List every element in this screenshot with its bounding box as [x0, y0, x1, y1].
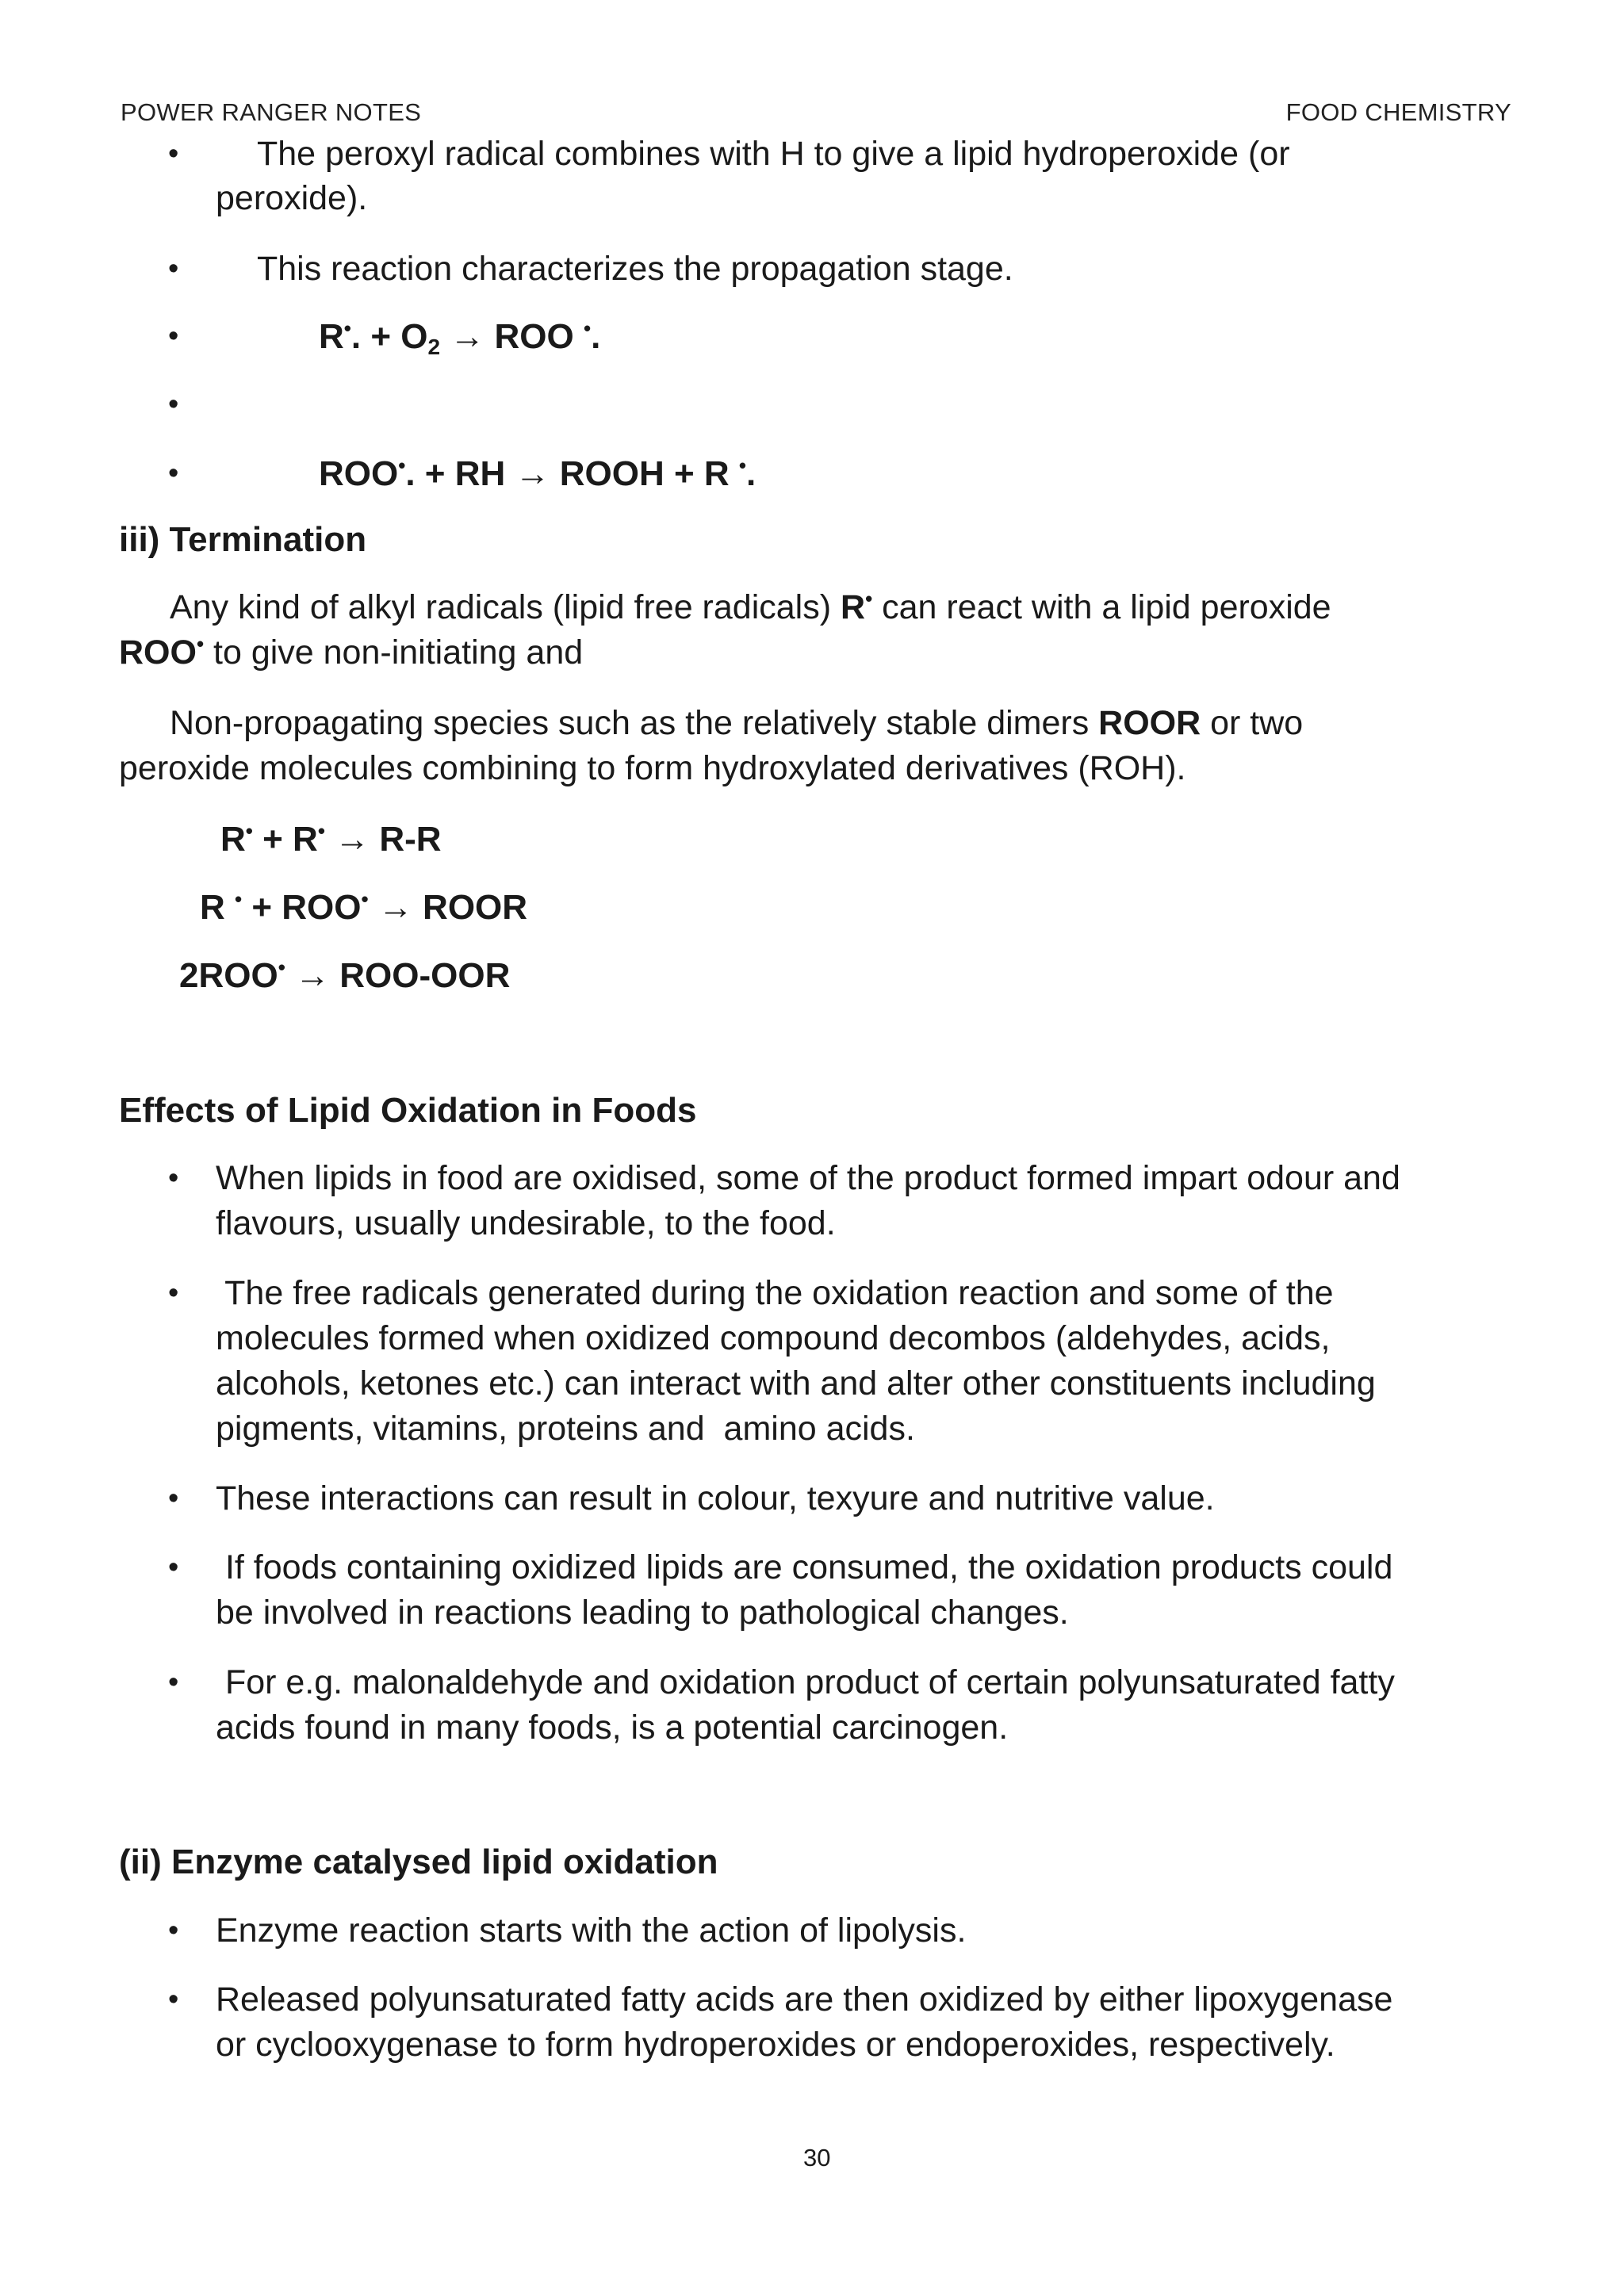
bullet-marker: •	[168, 457, 179, 490]
section-heading-enzyme: (ii) Enzyme catalysed lipid oxidation	[119, 1843, 718, 1881]
bullet-text: If foods containing oxidized lipids are consumed, the oxidation products could	[216, 1548, 1393, 1586]
bullet-marker: •	[168, 1482, 179, 1515]
paragraph-line: Any kind of alkyl radicals (lipid free radicals) R• can react with a lipid peroxide	[170, 587, 1331, 626]
equation-propagation-1: R•. + O2 → ROO •.	[319, 316, 601, 359]
bullet-text: For e.g. malonaldehyde and oxidation product of certain polyunsaturated fatty	[216, 1663, 1395, 1701]
bullet-text: or cyclooxygenase to form hydroperoxides or endoperoxides, respectively.	[216, 2026, 1335, 2064]
header-left: POWER RANGER NOTES	[121, 98, 422, 126]
bullet-text: molecules formed when oxidized compound decombos (aldehydes, acids,	[216, 1319, 1331, 1357]
bullet-text: peroxide).	[216, 179, 368, 217]
section-heading-effects: Effects of Lipid Oxidation in Foods	[119, 1091, 697, 1130]
paragraph-line: peroxide molecules combining to form hydroxylated derivatives (ROH).	[119, 749, 1186, 787]
bullet-marker: •	[168, 1551, 179, 1584]
bullet-text: The peroxyl radical combines with H to give a lipid hydroperoxide (or	[257, 135, 1290, 173]
page-number: 30	[803, 2144, 831, 2172]
bullet-text: This reaction characterizes the propagation stage.	[257, 250, 1013, 288]
bullet-marker: •	[168, 137, 179, 170]
paragraph-line: Non-propagating species such as the relatively stable dimers ROOR or two	[170, 704, 1304, 742]
equation-termination-3: 2ROO• → ROO-OOR	[179, 955, 511, 995]
bullet-marker: •	[168, 1983, 179, 2016]
bullet-text: pigments, vitamins, proteins and amino acids.	[216, 1410, 915, 1448]
bullet-marker: •	[168, 388, 179, 421]
header-right: FOOD CHEMISTRY	[1285, 98, 1511, 126]
bullet-text: flavours, usually undesirable, to the food.	[216, 1204, 836, 1242]
bullet-text: be involved in reactions leading to pathological changes.	[216, 1594, 1069, 1632]
bullet-text: When lipids in food are oxidised, some of the product formed impart odour and	[216, 1159, 1400, 1197]
bullet-text: alcohols, ketones etc.) can interact with and alter other constituents including	[216, 1364, 1376, 1402]
bullet-text: Released polyunsaturated fatty acids are then oxidized by either lipoxygenase	[216, 1980, 1393, 2019]
bullet-marker: •	[168, 1666, 179, 1699]
bullet-marker: •	[168, 1276, 179, 1310]
equation-termination-1: R• + R• → R-R	[220, 819, 442, 859]
bullet-text: acids found in many foods, is a potential carcinogen.	[216, 1709, 1009, 1747]
paragraph-line: ROO• to give non-initiating and	[119, 632, 584, 672]
bullet-marker: •	[168, 1914, 179, 1947]
bullet-text: The free radicals generated during the oxidation reaction and some of the	[216, 1274, 1334, 1312]
bullet-text: These interactions can result in colour, texyure and nutritive value.	[216, 1479, 1215, 1517]
bullet-text: Enzyme reaction starts with the action of lipolysis.	[216, 1911, 967, 1950]
equation-termination-2: R • + ROO• → ROOR	[200, 887, 528, 927]
bullet-marker: •	[168, 1161, 179, 1195]
section-heading-termination: iii) Termination	[119, 520, 367, 559]
equation-propagation-2: ROO•. + RH → ROOH + R •.	[319, 453, 756, 493]
bullet-marker: •	[168, 320, 179, 353]
bullet-marker: •	[168, 252, 179, 285]
